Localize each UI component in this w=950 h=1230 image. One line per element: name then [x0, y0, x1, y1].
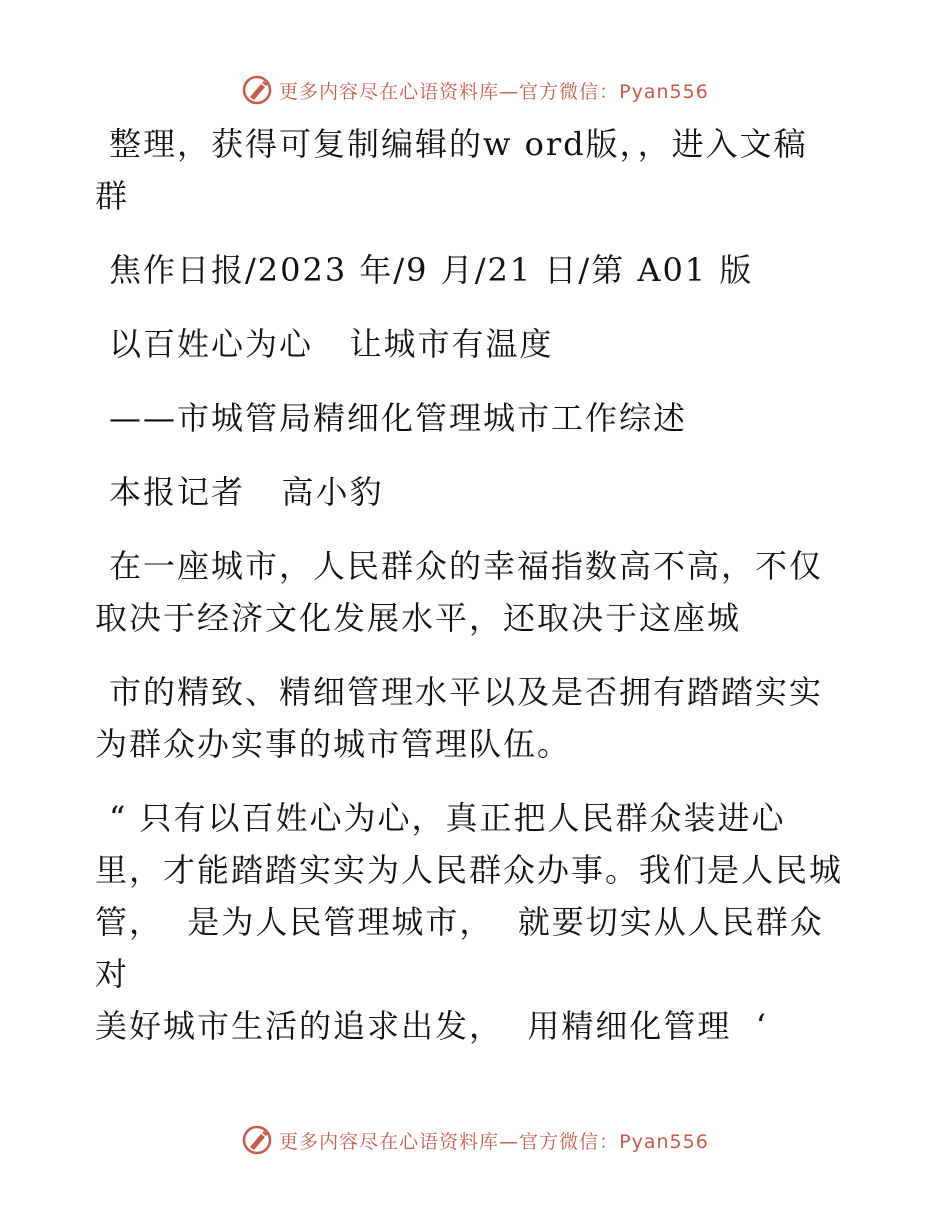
paragraph-intro	[95, 540, 855, 644]
watermark-text: 更多内容尽在心语资料库—官方微信：Pyan556	[279, 80, 709, 103]
watermark-text: 更多内容尽在心语资料库—官方微信：Pyan556	[279, 1130, 709, 1153]
text-line: 为群众办实事的城市管理队伍。	[95, 725, 572, 763]
publication-info: 焦作日报/2023 年/9 月/21 日/第 A01 版	[109, 251, 754, 289]
watermark-banner-bottom	[0, 1120, 950, 1160]
text-line: 美好城市生活的追求出发， 用精细化管理 ‘	[95, 1007, 768, 1045]
text-line: 里，才能踏踏实实为人民群众办事。我们是人民城	[95, 851, 844, 889]
pen-nib-seal-icon	[241, 74, 273, 106]
article-byline: 本报记者 高小豹	[109, 473, 384, 511]
text-line: “ 只有以百姓心为心，真正把人民群众装进心	[109, 799, 786, 837]
article-subtitle: ——市城管局精细化管理城市工作综述	[109, 399, 688, 437]
watermark-banner-top	[0, 70, 950, 110]
paragraph-quote	[95, 792, 855, 1052]
text-line: 群	[95, 177, 130, 215]
text-line: 在一座城市，人民群众的幸福指数高不高，不仅	[109, 547, 824, 585]
text-line: 整理，获得可复制编辑的w ord版，，进入文稿	[109, 125, 808, 163]
text-line: 取决于经济文化发展水平，还取决于这座城	[95, 599, 742, 637]
document-body	[95, 118, 855, 1052]
article-title: 以百姓心为心 让城市有温度	[109, 325, 554, 363]
pen-nib-seal-icon	[241, 1124, 273, 1156]
text-line: 管， 是为人民管理城市， 就要切实从人民群众对	[95, 903, 824, 993]
paragraph-source-note	[95, 118, 855, 222]
text-line: 市的精致、精细管理水平以及是否拥有踏踏实实	[109, 673, 824, 711]
paragraph-intro-continued	[95, 666, 855, 770]
